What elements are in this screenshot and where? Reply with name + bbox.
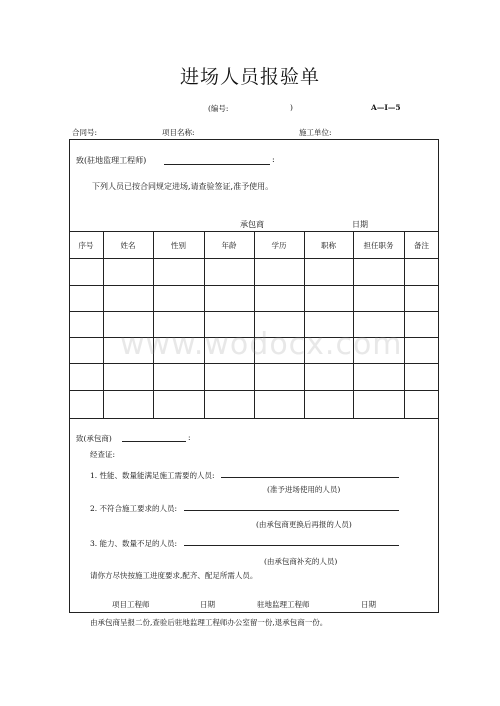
item-2-underline <box>184 510 399 511</box>
contract-label: 合同号: <box>72 128 98 137</box>
supervisor-underline <box>164 164 270 165</box>
table-col-line <box>103 231 104 418</box>
to-contractor-suffix: : <box>188 433 191 442</box>
project-label: 项目名称: <box>162 128 195 137</box>
item-1-underline <box>221 477 399 478</box>
table-col-line <box>404 231 405 418</box>
table-col-line <box>254 231 255 418</box>
table-bottom-line <box>69 418 439 419</box>
item-3-underline <box>184 545 399 546</box>
item-3-label: 3. 能力、数量不足的人员: <box>90 539 178 548</box>
table-header-cell: 年龄 <box>221 241 237 250</box>
item-2-label: 2. 不符合施工要求的人员: <box>90 504 178 513</box>
contractor-underline <box>122 441 186 442</box>
date-label-2: 日期 <box>200 600 215 609</box>
to-supervisor-label: 致(驻地监理工程师) <box>76 156 147 165</box>
table-header-cell: 学历 <box>271 241 287 250</box>
item-1-note: (准予进场使用的人员) <box>267 485 341 494</box>
table-header-cell: 序号 <box>78 241 94 250</box>
item-1-label: 1. 性能、数量能满足施工需要的人员: <box>90 471 215 480</box>
to-supervisor-suffix: : <box>272 155 275 164</box>
doc-code: A—I—5 <box>371 103 401 112</box>
request-body: 下列人员已按合同规定进场,请查验签证,准予使用。 <box>92 182 274 191</box>
contractor-label: 承包商 <box>240 220 264 229</box>
table-col-line <box>353 231 354 418</box>
project-engineer-label: 项目工程师 <box>112 600 150 609</box>
serial-label: (编号: <box>208 104 229 113</box>
date-label-3: 日期 <box>361 600 376 609</box>
serial-close: ) <box>290 103 293 112</box>
table-header-cell: 职称 <box>321 241 336 250</box>
date-label-1: 日期 <box>352 220 368 229</box>
staffing-request: 请你方尽快按施工进度要求,配齐、配足所需人员。 <box>90 571 258 580</box>
footer-note: 由承包商呈报二份,查验后驻地监理工程师办公室留一份,退承包商一份。 <box>90 618 328 627</box>
to-contractor-label: 致(承包商) <box>76 434 112 443</box>
checked-label: 经查证: <box>90 450 116 459</box>
page-title: 进场人员报验单 <box>179 66 320 88</box>
unit-label: 施工单位: <box>299 128 332 137</box>
item-2-note: (由承包商更换后再报的人员) <box>256 520 352 529</box>
table-header-cell: 姓名 <box>120 241 136 250</box>
table-col-line <box>304 231 305 418</box>
table-header-cell: 备注 <box>414 241 429 250</box>
resident-supervisor-label: 驻地监理工程师 <box>257 600 310 609</box>
table-col-line <box>204 231 205 418</box>
table-header-cell: 性别 <box>171 241 186 250</box>
watermark: www.wodocx.com <box>120 327 403 362</box>
table-col-line <box>153 231 154 418</box>
table-header-cell: 担任职务 <box>363 241 394 250</box>
item-3-note: (由承包商补充的人员) <box>264 557 338 566</box>
